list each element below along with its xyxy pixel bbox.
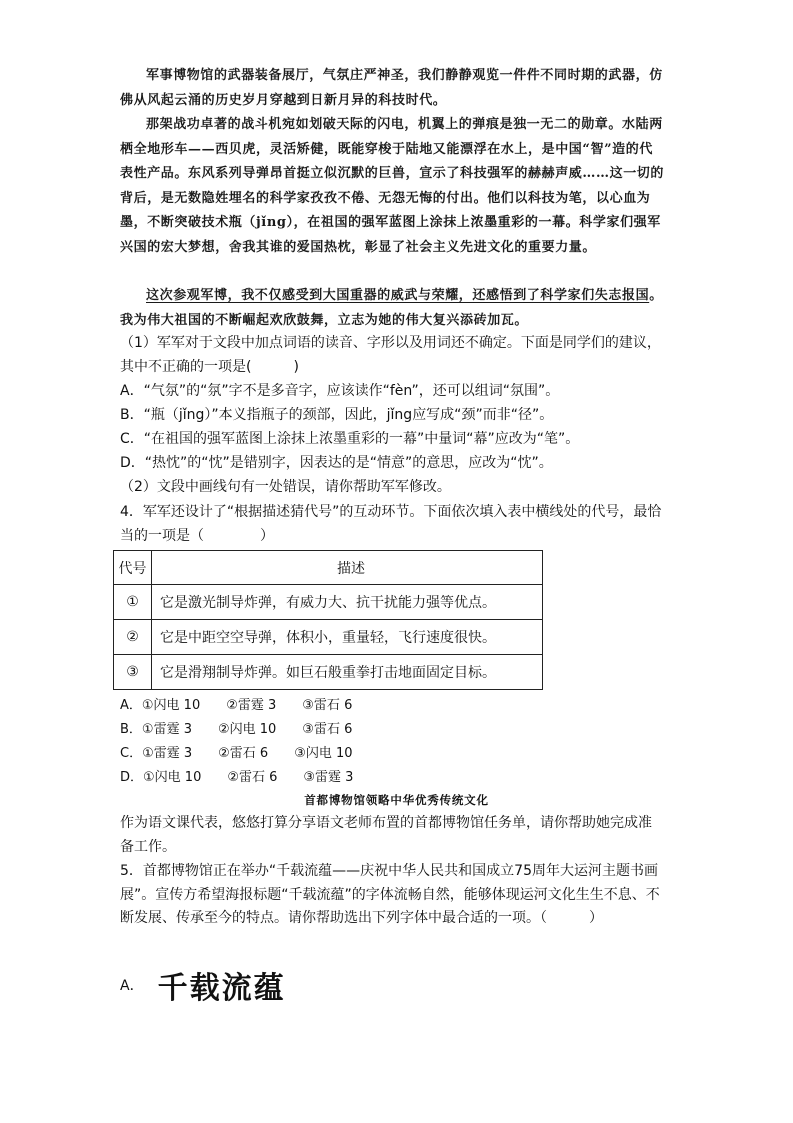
question-4-option-c: C．①雷霆 3 ②雷石 6 ③闪电 10 (120, 746, 353, 761)
question-4-option-b: B．①雷霆 3 ②闪电 10 ③雷石 6 (120, 722, 353, 737)
question-1-option-b: B．“瓶（jǐng）”本义指瓶子的颈部，因此，jǐng应写成“颈”而非“径”。 (120, 407, 554, 423)
underlined-sentence: 这次参观军博，我不仅感受到大国重器的威武与荣耀，还感悟到了科学家们失志报国 (146, 288, 650, 303)
table-row (114, 585, 543, 620)
question-5-option-a (120, 963, 286, 1007)
codename-table (113, 550, 543, 690)
section-caption: 首都博物馆领略中华优秀传统文化 (304, 793, 489, 807)
question-1-option-d: D．“热忱”的“忱”是错别字，因表达的是“情意”的意思，应改为“忱”。 (120, 455, 553, 471)
passage-paragraph-1: 军事博物馆的武器装备展厅，气氛庄严神圣，我们静静观览一件件不同时期的武器，仿佛从风起云涌的历史岁月穿越到日新月异的科技时代。 (120, 68, 663, 108)
table-cell-code: ② (114, 620, 152, 655)
intro-paragraph: 作为语文课代表，悠悠打算分享语文老师布置的首都博物馆任务单，请你帮助她完成准备工作。 (120, 815, 652, 855)
table-cell-code: ③ (114, 655, 152, 690)
question-1-option-c: C．“在祖国的强军蓝图上涂抹上浓墨重彩的一幕”中量词“幕”应改为“笔”。 (120, 431, 580, 447)
table-cell-description: 它是激光制导炸弹，有威力大、抗干扰能力强等优点。 (152, 585, 543, 620)
question-5-stem: 5．首都博物馆正在举办“千载流蕴——庆祝中华人民共和国成立75周年大运河主题书画展”。宣传方希望海报标题“千载流蕴”的字体流畅自然，能够体现运河文化生生不息、不断发展、传承至今的特点。请你帮助选出下列字体中最合适的一项。（ ） (120, 863, 660, 927)
table-header-code: 代号 (114, 551, 152, 585)
question-1-stem: （1）军军对于文段中加点词语的读音、字形以及用词还不确定。下面是同学们的建议，其中不正确的一项是( ) (120, 335, 661, 375)
calligraphy-sample-text: 千载流蕴 (157, 971, 286, 1006)
passage-paragraph-3-rest: 。我为伟大祖国的不断崛起欢欣鼓舞，立志为她的伟大复兴添砖加瓦。 (120, 288, 663, 328)
passage-paragraph-2: 那架战功卓著的战斗机宛如划破天际的闪电，机翼上的弹痕是独一无二的勋章。水陆两栖全地形车——西贝虎，灵活矫健，既能穿梭于陆地又能漂浮在水上，是中国“智”造的代表性产品。东风系列导弹昂首挺立似沉默的巨兽，宣示了科技强军的赫赫声威……这一切的背后，是无数隐姓埋名的科学家孜孜不倦、无怨无悔的付出。他们以科技为笔，以心血为墨，不断突破技术瓶（jǐng），在祖国的强军蓝图上涂抹上浓墨重彩的一幕。科学家们强军兴国的宏大梦想，舍我其谁的爱国热枕，彰显了社会主义先进文化的重要力量。 (120, 117, 665, 255)
question-2-stem: （2）文段中画线句有一处错误，请你帮助军军修改。 (120, 479, 451, 495)
question-1-option-a: A．“气氛”的“氛”字不是多音字，应该读作“fèn”，还可以组词“氛围”。 (120, 383, 560, 399)
question-4-option-a: A．①闪电 10 ②雷霆 3 ③雷石 6 (120, 698, 353, 713)
question-4-stem: 4．军军还设计了“根据描述猜代号”的互动环节。下面依次填入表中横线处的代号，最恰当的一项是（ ） (120, 504, 662, 544)
table-row (114, 655, 543, 690)
passage-paragraph-3 (120, 284, 665, 333)
table-cell-code: ① (114, 585, 152, 620)
question-4-option-d: D．①闪电 10 ②雷石 6 ③雷霆 3 (120, 770, 354, 785)
option-a-label: A． (120, 978, 144, 994)
table-cell-description: 它是滑翔制导炸弹。如巨石般重拳打击地面固定目标。 (152, 655, 543, 690)
table-row (114, 620, 543, 655)
table-cell-description: 它是中距空空导弹，体积小，重量轻，飞行速度很快。 (152, 620, 543, 655)
table-header-row (114, 551, 543, 585)
table-header-description: 描述 (152, 551, 543, 585)
